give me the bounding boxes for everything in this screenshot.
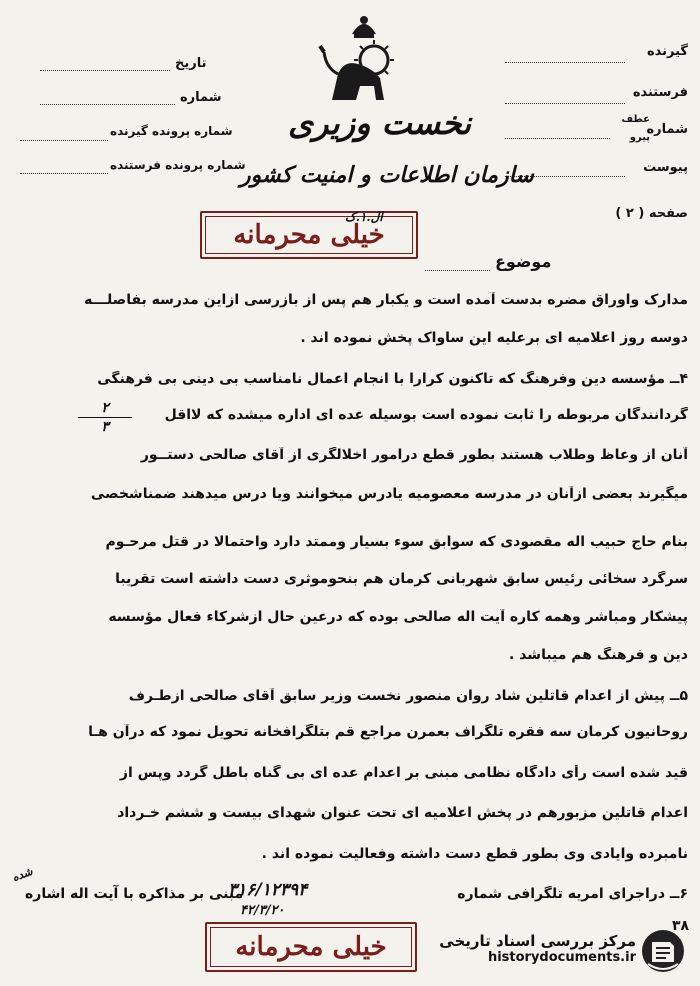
number-label: شماره xyxy=(646,122,688,137)
telegram-number: ۳۱۶/۱۲۳۹۴ xyxy=(228,880,308,900)
archive-logo-icon xyxy=(640,928,686,974)
date-label: تاریخ xyxy=(175,56,207,71)
recipient-field xyxy=(505,62,625,63)
body-line-16: ۶ــ دراجرای امریه تلگرافی شماره xyxy=(457,886,688,902)
body-line-5: آنان از وعاظ وطلاب هستند بطور قطع درامور اخلالگری از آقای صالحی دستــور xyxy=(140,447,688,463)
recipient-file-number-label: شماره پرونده گیرنده xyxy=(110,124,233,138)
lion-and-sun-crown-icon xyxy=(318,8,410,108)
subject-field xyxy=(425,270,490,271)
body-line-9: پیشکار ومباشر وهمه کاره آیت اله صالحی بوده که درعین حال ازشرکاء فعال مؤسسه xyxy=(108,609,688,625)
number-field xyxy=(505,138,610,139)
date-field xyxy=(40,70,170,71)
body-line-4: گردانندگان مربوطه را ثابت نموده است بوسیله عده ای اداره میشده که لااقل xyxy=(164,407,688,423)
sender-label: فرستنده xyxy=(632,85,688,100)
page-number: ۳۸ xyxy=(672,918,690,934)
sender-field xyxy=(505,103,625,104)
reference-code: ال.۱.ک xyxy=(345,210,383,224)
telegram-date: ۴۲/۳/۲۰ xyxy=(240,903,285,918)
archive-name: مرکز بررسی اسناد تاریخی xyxy=(439,932,636,950)
fraction-bottom: ۳ xyxy=(101,419,109,435)
body-line-17: مبنی بر مذاکره با آیت اله اشاره xyxy=(25,886,244,902)
top-classification-stamp xyxy=(200,211,418,259)
left-number-field xyxy=(40,104,175,105)
fraction xyxy=(70,400,140,435)
sender-file-number-label: شماره پرونده فرستنده xyxy=(110,158,246,172)
body-line-10: دین و فرهنگ هم میباشد . xyxy=(509,647,688,663)
archive-url: historydocuments.ir xyxy=(487,950,636,965)
page-label: صفحه ( ۲ ) xyxy=(615,206,688,221)
body-line-12: روحانیون کرمان سه فقره تلگراف بعمرن مراجع قم بتلگرافخانه تحویل نمود که درآن هـا xyxy=(88,724,688,740)
fraction-top: ۲ xyxy=(101,400,109,416)
body-line-1: مدارک واوراق مضره بدست آمده است و یکبار هم پس از بازرسی ازاین مدرسه بفاصلـــه xyxy=(84,292,688,308)
body-line-8: سرگرد سخائی رئیس سابق شهربانی کرمان هم بنحوموثری دست داشته است تقریبا xyxy=(115,571,688,587)
body-line-11: ۵ــ پیش از اعدام قاتلین شاد روان منصور نخست وزیر سابق آقای صالحی ازطـرف xyxy=(128,688,688,704)
recipient-file-number-field xyxy=(20,140,108,141)
body-line-3: ۴ــ مؤسسه دین وفرهنگ که تاکنون کرارا با انجام اعمال نامناسب بی دینی بی فرهنگی xyxy=(97,371,688,387)
sender-file-number-field xyxy=(20,173,108,174)
recipient-label: گیرنده xyxy=(646,44,688,59)
bottom-classification-stamp xyxy=(205,922,417,972)
body-line-7: بنام حاج حبیب اله مقصودی که سوابق سوء بسیار وممتد دارد واحتمالا در قتل مرحـوم xyxy=(105,534,688,550)
fraction-bar xyxy=(78,417,132,418)
top-stamp-text: خیلی محرمانه xyxy=(233,220,385,250)
left-number-label: شماره xyxy=(180,90,222,105)
body-line-15: نامبرده وایادی وی بطور قطع دست داشته وفعالیت نموده اند . xyxy=(261,846,688,862)
margin-note: شده xyxy=(10,864,35,885)
number-sub-peyro: پیرو xyxy=(629,132,650,143)
archive-watermark xyxy=(426,932,636,965)
org-subtitle: سازمان اطلاعات و امنیت کشور xyxy=(240,162,534,188)
body-line-13: قید شده است رأی دادگاه نظامی مبنی بر اعدام عده ای بی گناه باطل گردد وپس از xyxy=(119,765,688,781)
bottom-stamp-text: خیلی محرمانه xyxy=(235,932,387,962)
number-sub-atf: عطف xyxy=(621,114,650,125)
org-title: نخست وزیری xyxy=(288,104,472,142)
subject-label: موضوع xyxy=(495,252,552,271)
body-line-2: دوسه روز اعلامیه ای برعلیه این ساواک پخش نموده اند . xyxy=(300,330,688,346)
body-line-14: اعدام قاتلین مزبورهم در پخش اعلامیه ای تحت عنوان شهدای بیست و ششم خـرداد xyxy=(117,805,688,821)
attachment-label: پیوست xyxy=(643,160,688,175)
body-line-6: میگیرند بعضی ازآنان در مدرسه معصومیه یادرس میخوانند ویا درس میدهند ضمناشخصی xyxy=(90,486,688,502)
